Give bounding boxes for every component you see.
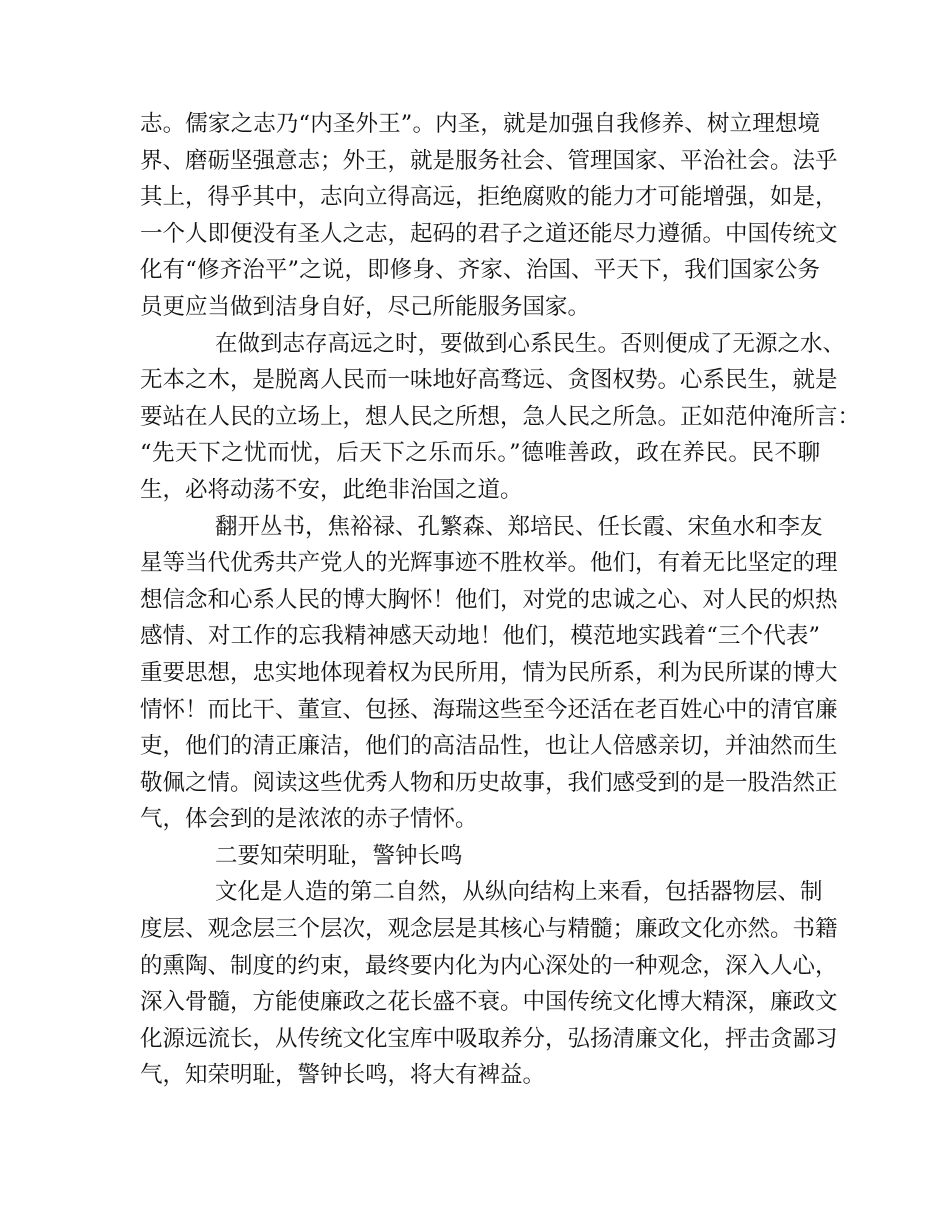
text-line: 气，知荣明耻，警钟长鸣，将大有裨益。 [140,1062,546,1089]
text-line: “先天下之忧而忧，后天下之乐而乐。”德唯善政，政在养民。民不聊 [140,440,820,467]
text-line: 员更应当做到洁身自好，尽己所能服务国家。 [140,293,591,320]
text-line: 吏，他们的清正廉洁，他们的高洁品性，也让人倍感亲切，并油然而生 [140,733,838,760]
text-line: 界、磨砺坚强意志；外王，就是服务社会、管理国家、平治社会。法乎 [140,147,838,174]
text-line: 生，必将动荡不安，此绝非治国之道。 [140,476,523,503]
text-line: 度层、观念层三个层次，观念层是其核心与精髓；廉政文化亦然。书籍 [140,916,838,943]
paragraph-2 [140,326,861,509]
text-line: 深入骨髓，方能使廉政之花长盛不衰。中国传统文化博大精深，廉政文 [140,989,838,1016]
section-heading [140,838,820,875]
text-line: 一个人即便没有圣人之志，起码的君子之道还能尽力遵循。中国传统文 [140,220,838,247]
paragraph-5 [140,874,838,1094]
text-line: 在做到志存高远之时，要做到心系民生。否则便成了无源之水、 [215,330,846,357]
text-line: 气，体会到的是浓浓的赤子情怀。 [140,806,478,833]
text-line: 化源远流长，从传统文化宝库中吸取养分，弘扬清廉文化，抨击贪鄙习 [140,1025,838,1052]
text-line: 重要思想，忠实地体现着权为民所用，情为民所系，利为民所谋的博大 [140,659,838,686]
text-line: 其上，得乎其中，志向立得高远，拒绝腐败的能力才可能增强，如是， [140,184,838,211]
text-line: 文化是人造的第二自然，从纵向结构上来看，包括器物层、制 [215,879,823,906]
text-line: 二要知荣明耻，警钟长鸣 [215,842,463,869]
paragraph-1 [140,106,838,326]
text-line: 的熏陶、制度的约束，最终要内化为内心深处的一种观念，深入人心， [140,952,838,979]
text-line: 星等当代优秀共产党人的光辉事迹不胜枚举。他们，有着无比坚定的理 [140,550,838,577]
paragraph-3 [140,509,838,838]
document-body [140,106,861,1094]
text-line: 感情、对工作的忘我精神感天动地！他们，模范地实践着“三个代表” [140,623,820,650]
text-line: 化有“修齐治平”之说，即修身、齐家、治国、平天下，我们国家公务 [140,257,820,284]
text-line: 翻开丛书，焦裕禄、孔繁森、郑培民、任长霞、宋鱼水和李友 [215,513,823,540]
text-line: 志。儒家之志乃“内圣外王”。内圣，就是加强自我修养、树立理想境 [140,111,820,137]
text-line: 敬佩之情。阅读这些优秀人物和历史故事，我们感受到的是一股浩然正 [140,769,838,796]
text-line: 想信念和心系人民的博大胸怀！他们，对党的忠诚之心、对人民的炽热 [140,586,838,613]
text-line: 要站在人民的立场上，想人民之所想，急人民之所急。正如范仲淹所言： [140,403,861,430]
text-line: 无本之木，是脱离人民而一味地好高骛远、贪图权势。心系民生，就是 [140,367,838,394]
text-line: 情怀！而比干、董宣、包拯、海瑞这些至今还活在老百姓心中的清官廉 [140,696,838,723]
